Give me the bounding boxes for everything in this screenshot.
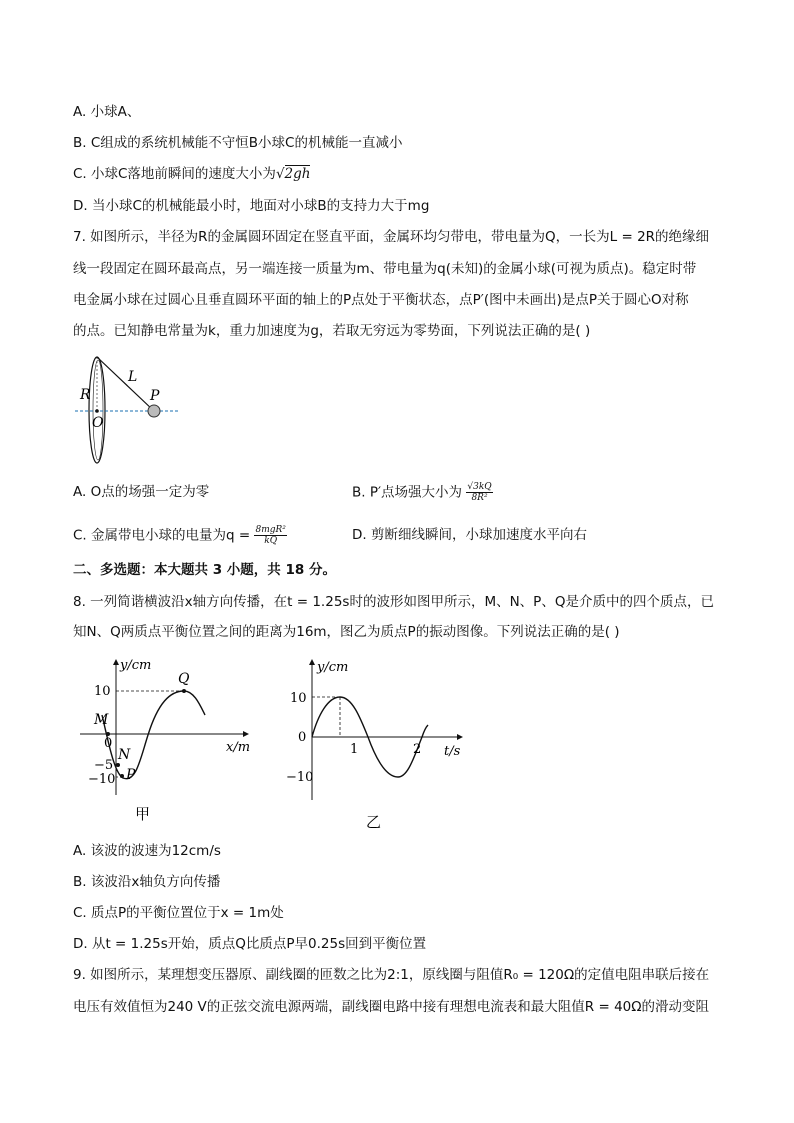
q6-option-c (73, 164, 310, 184)
q7-option-c (73, 525, 287, 546)
jia-caption: 甲 (135, 805, 151, 823)
label-p: P (150, 388, 160, 404)
wave-graph-jia (78, 655, 258, 830)
label-n: N (118, 747, 131, 763)
label-o: O (92, 415, 104, 431)
jia-tick-m5: −5 (94, 758, 114, 773)
yi-tick-1: 1 (350, 742, 359, 757)
q8-line-2: 知N、Q两质点平衡位置之间的距离为16m，图乙为质点P的振动图像。下列说法正确的是( ) (73, 624, 620, 640)
q7-option-c-fraction (254, 525, 286, 546)
q7-line-4: 的点。已知静电常量为k，重力加速度为g，若取无穷远为零势面，下列说法正确的是( ) (73, 323, 591, 339)
q7-option-c-text: C. 金属带电小球的电量为q = (73, 527, 251, 544)
q7-option-b-fraction (466, 482, 492, 503)
q7-option-b-text: B. P′点场强大小为 (352, 484, 463, 501)
center-o (95, 409, 99, 413)
q9-line-2: 电压有效值恒为240 V的正弦交流电源两端，副线圈电路中接有理想电流表和最大阻值R = 40Ω的滑动变阻 (73, 999, 710, 1015)
q7-option-c-denominator: kQ (264, 536, 278, 546)
yi-tick-m10: −10 (286, 770, 314, 785)
q6-option-d: D. 当小球C的机械能最小时，地面对小球B的支持力大于mg (73, 198, 430, 214)
q7-option-d: D. 剪断细线瞬间，小球加速度水平向右 (352, 527, 587, 543)
q7-line-1: 7. 如图所示，半径为R的金属圆环固定在竖直平面，金属环均匀带电，带电量为Q，一长为L = 2R的绝缘细 (73, 229, 710, 245)
q6-option-b: B. C组成的系统机械能不守恒B小球C的机械能一直减小 (73, 135, 403, 151)
q7-option-c-numerator: 8mgR² (255, 525, 286, 535)
q7-line-3: 电金属小球在过圆心且垂直圆环平面的轴上的P点处于平衡状态，点P′(图中未画出)是点P关于圆心O对称 (73, 292, 689, 308)
jia-tick-0: 0 (104, 736, 113, 751)
point-q (182, 689, 186, 693)
yi-tick-2: 2 (413, 742, 422, 757)
jia-xlabel: x/m (226, 740, 251, 755)
q6-option-c-text: C. 小球C落地前瞬间的速度大小为 (73, 166, 276, 182)
jia-tick-10: 10 (94, 684, 111, 699)
q8-option-b: B. 该波沿x轴负方向传播 (73, 874, 221, 890)
q7-option-b-numerator: √3kQ (467, 482, 492, 492)
jia-tick-m10: −10 (88, 772, 116, 787)
q8-line-1: 8. 一列简谐横波沿x轴方向传播，在t = 1.25s时的波形如图甲所示，M、N、P、Q是介质中的四个质点，已 (73, 594, 714, 610)
q8-option-c: C. 质点P的平衡位置位于x = 1m处 (73, 905, 284, 921)
sqrt-sign: √ (275, 166, 285, 182)
q8-option-d: D. 从t = 1.25s开始，质点Q比质点P早0.25s回到平衡位置 (73, 936, 427, 952)
yi-tick-0: 0 (298, 730, 307, 745)
vibration-graph-yi (286, 655, 480, 835)
q7-line-2: 线一段固定在圆环最高点，另一端连接一质量为m、带电量为q(未知)的金属小球(可视为质点)。稳定时带 (73, 261, 697, 277)
label-l: L (128, 369, 138, 385)
label-p: P (126, 767, 136, 783)
q7-option-b (352, 482, 493, 503)
jia-ylabel: y/cm (120, 658, 152, 673)
point-p (120, 774, 124, 778)
q9-line-1: 9. 如图所示，某理想变压器原、副线圈的匝数之比为2:1，原线圈与阻值R₀ = 120Ω的定值电阻串联后接在 (73, 967, 710, 983)
yi-ylabel: y/cm (317, 660, 349, 675)
label-q: Q (178, 671, 190, 687)
yi-xlabel: t/s (444, 744, 461, 759)
q7-ring-figure (70, 352, 190, 467)
q7-option-a: A. O点的场强一定为零 (73, 484, 210, 500)
q8-option-a: A. 该波的波速为12cm/s (73, 843, 221, 859)
yi-tick-10: 10 (290, 691, 307, 706)
point-n (116, 763, 120, 767)
ball-p (148, 405, 160, 417)
label-m: M (94, 712, 109, 728)
q6-option-a: A. 小球A、 (73, 104, 141, 120)
yi-caption: 乙 (366, 813, 382, 831)
label-r: R (80, 387, 91, 403)
q7-option-b-denominator: 8R² (471, 493, 488, 503)
section-heading: 二、多选题：本大题共 3 小题，共 18 分。 (73, 562, 336, 578)
q6-option-c-sqrt: 2gh (284, 166, 311, 182)
string-l (97, 357, 154, 411)
